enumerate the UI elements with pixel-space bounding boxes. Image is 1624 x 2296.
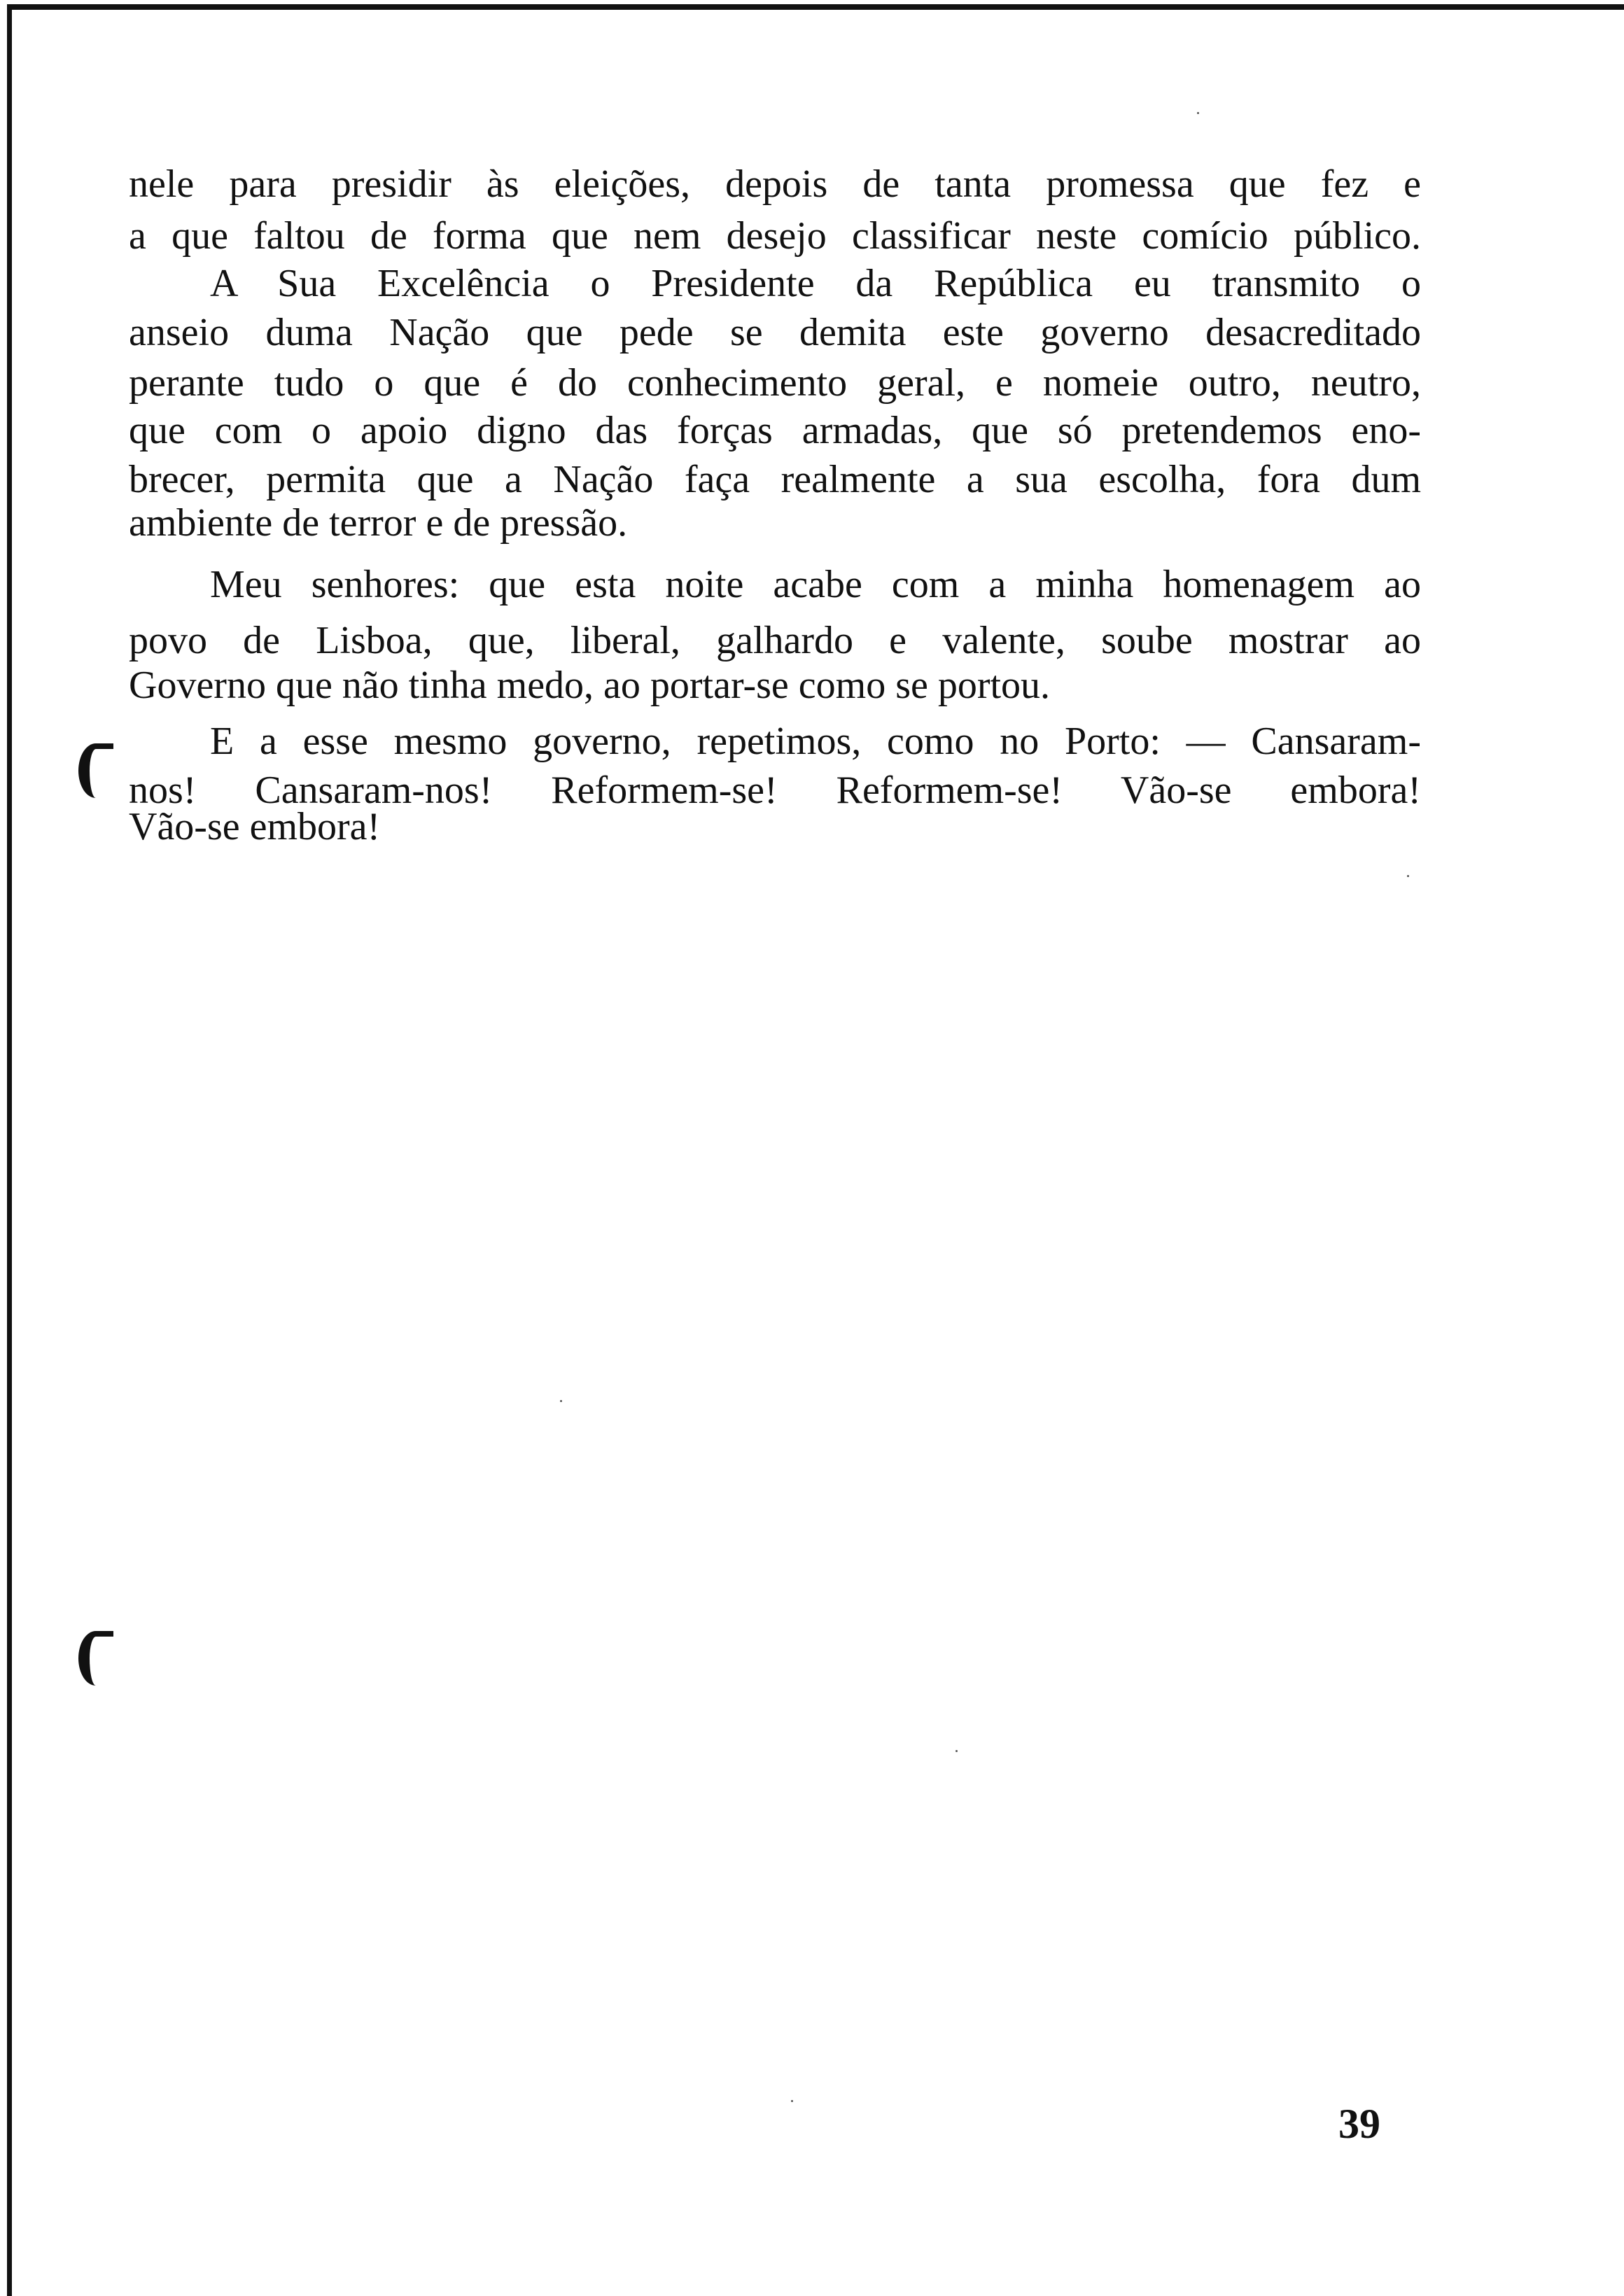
text-line: E a esse mesmo governo, repetimos, como no Porto: — Cansaram- <box>210 720 1421 763</box>
page-number: 39 <box>1338 2101 1380 2147</box>
scan-speck <box>560 1400 562 1402</box>
scan-border-top <box>7 4 1624 10</box>
scan-speck <box>1407 875 1409 877</box>
scan-speck <box>1197 112 1199 114</box>
text-line: nos! Cansaram-nos! Reformem-se! Reformem-se! Vão-se embora! <box>129 769 1421 812</box>
text-line: nele para presidir às eleições, depois de tanta promessa que fez e <box>129 162 1421 206</box>
text-line: povo de Lisboa, que, liberal, galhardo e valente, soube mostrar ao <box>129 619 1421 662</box>
text-line: Vão-se embora! <box>129 805 381 848</box>
scan-border-left <box>7 4 12 2296</box>
text-line: anseio duma Nação que pede se demita este governo desacreditado <box>129 311 1421 354</box>
text-line: Meu senhores: que esta noite acabe com a minha homenagem ao <box>210 563 1421 606</box>
scan-artifact-mark <box>78 743 113 798</box>
text-line: que com o apoio digno das forças armadas, que só pretendemos eno- <box>129 409 1421 452</box>
text-line: brecer, permita que a Nação faça realmente a sua escolha, fora dum <box>129 458 1421 501</box>
text-line: perante tudo o que é do conhecimento geral, e nomeie outro, neutro, <box>129 361 1421 405</box>
text-line: A Sua Excelência o Presidente da República eu transmito o <box>210 262 1421 305</box>
scan-speck <box>955 1750 958 1752</box>
scan-speck <box>791 2100 793 2102</box>
text-line: ambiente de terror e de pressão. <box>129 501 628 545</box>
text-line: a que faltou de forma que nem desejo classificar neste comício público. <box>129 214 1421 258</box>
scan-artifact-mark <box>78 1631 113 1686</box>
text-line: Governo que não tinha medo, ao portar-se como se portou. <box>129 664 1051 707</box>
